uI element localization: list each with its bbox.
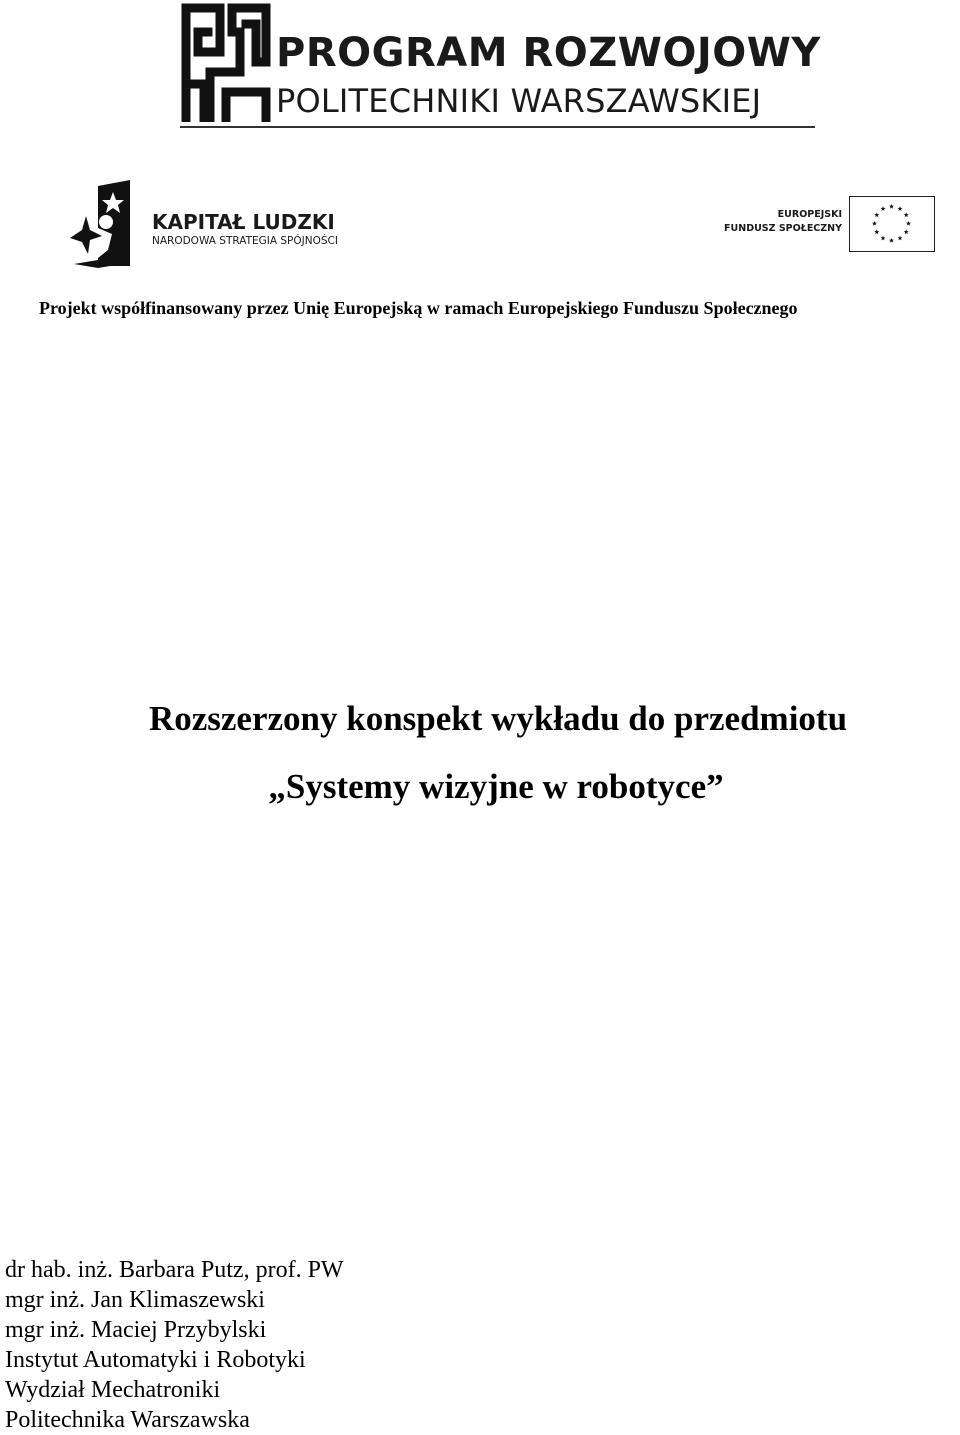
- kapital-ludzki-logo: [68, 178, 358, 270]
- eu-flag-stars-icon: [849, 196, 935, 252]
- authors-block: [5, 1255, 344, 1435]
- eu-star-icon: [889, 238, 894, 243]
- faculty-line: Wydział Mechatroniki: [5, 1377, 221, 1403]
- eu-star-icon: [874, 229, 879, 234]
- pr-monogram-icon: [180, 2, 272, 122]
- kapital-logo-subtitle: NARODOWA STRATEGIA SPÓJNOŚCI: [152, 235, 338, 247]
- eu-star-icon: [874, 212, 879, 217]
- document-title-line1: Rozszerzony konspekt wykładu do przedmiotu: [148, 699, 848, 738]
- eu-star-icon: [904, 212, 909, 217]
- university-line: Politechnika Warszawska: [5, 1407, 250, 1433]
- institute-line: Instytut Automatyki i Robotyki: [5, 1347, 306, 1373]
- logo-divider: [180, 126, 815, 128]
- program-logo-line2: POLITECHNIKI WARSZAWSKIEJ: [276, 82, 762, 120]
- program-logo-line1: PROGRAM ROZWOJOWY: [276, 30, 821, 76]
- efs-logo-text: [724, 208, 842, 236]
- eu-star-icon: [881, 206, 886, 211]
- kapital-logo-title: KAPITAŁ LUDZKI: [152, 210, 335, 234]
- kapital-ludzki-emblem-icon: [68, 178, 138, 268]
- eu-star-icon: [881, 236, 886, 241]
- cofinancing-note: Projekt współfinansowany przez Unię Europejską w ramach Europejskiego Funduszu Społecznego: [39, 298, 798, 318]
- author-line: mgr inż. Maciej Przybylski: [5, 1317, 267, 1343]
- efs-logo-line2: FUNDUSZ SPOŁECZNY: [724, 223, 842, 234]
- eu-star-icon: [906, 221, 911, 226]
- eu-star-icon: [889, 204, 894, 209]
- eu-star-icon: [898, 206, 903, 211]
- eu-star-icon: [898, 236, 903, 241]
- program-rozwojowy-logo: [180, 2, 821, 130]
- efs-logo-line1: EUROPEJSKI: [777, 209, 842, 220]
- author-line: mgr inż. Jan Klimaszewski: [5, 1287, 265, 1313]
- author-line: dr hab. inż. Barbara Putz, prof. PW: [5, 1257, 344, 1283]
- document-title-line2: „Systemy wizyjne w robotyce”: [268, 767, 724, 806]
- eu-star-icon: [904, 229, 909, 234]
- eu-star-icon: [872, 221, 877, 226]
- efs-logo: [720, 195, 938, 255]
